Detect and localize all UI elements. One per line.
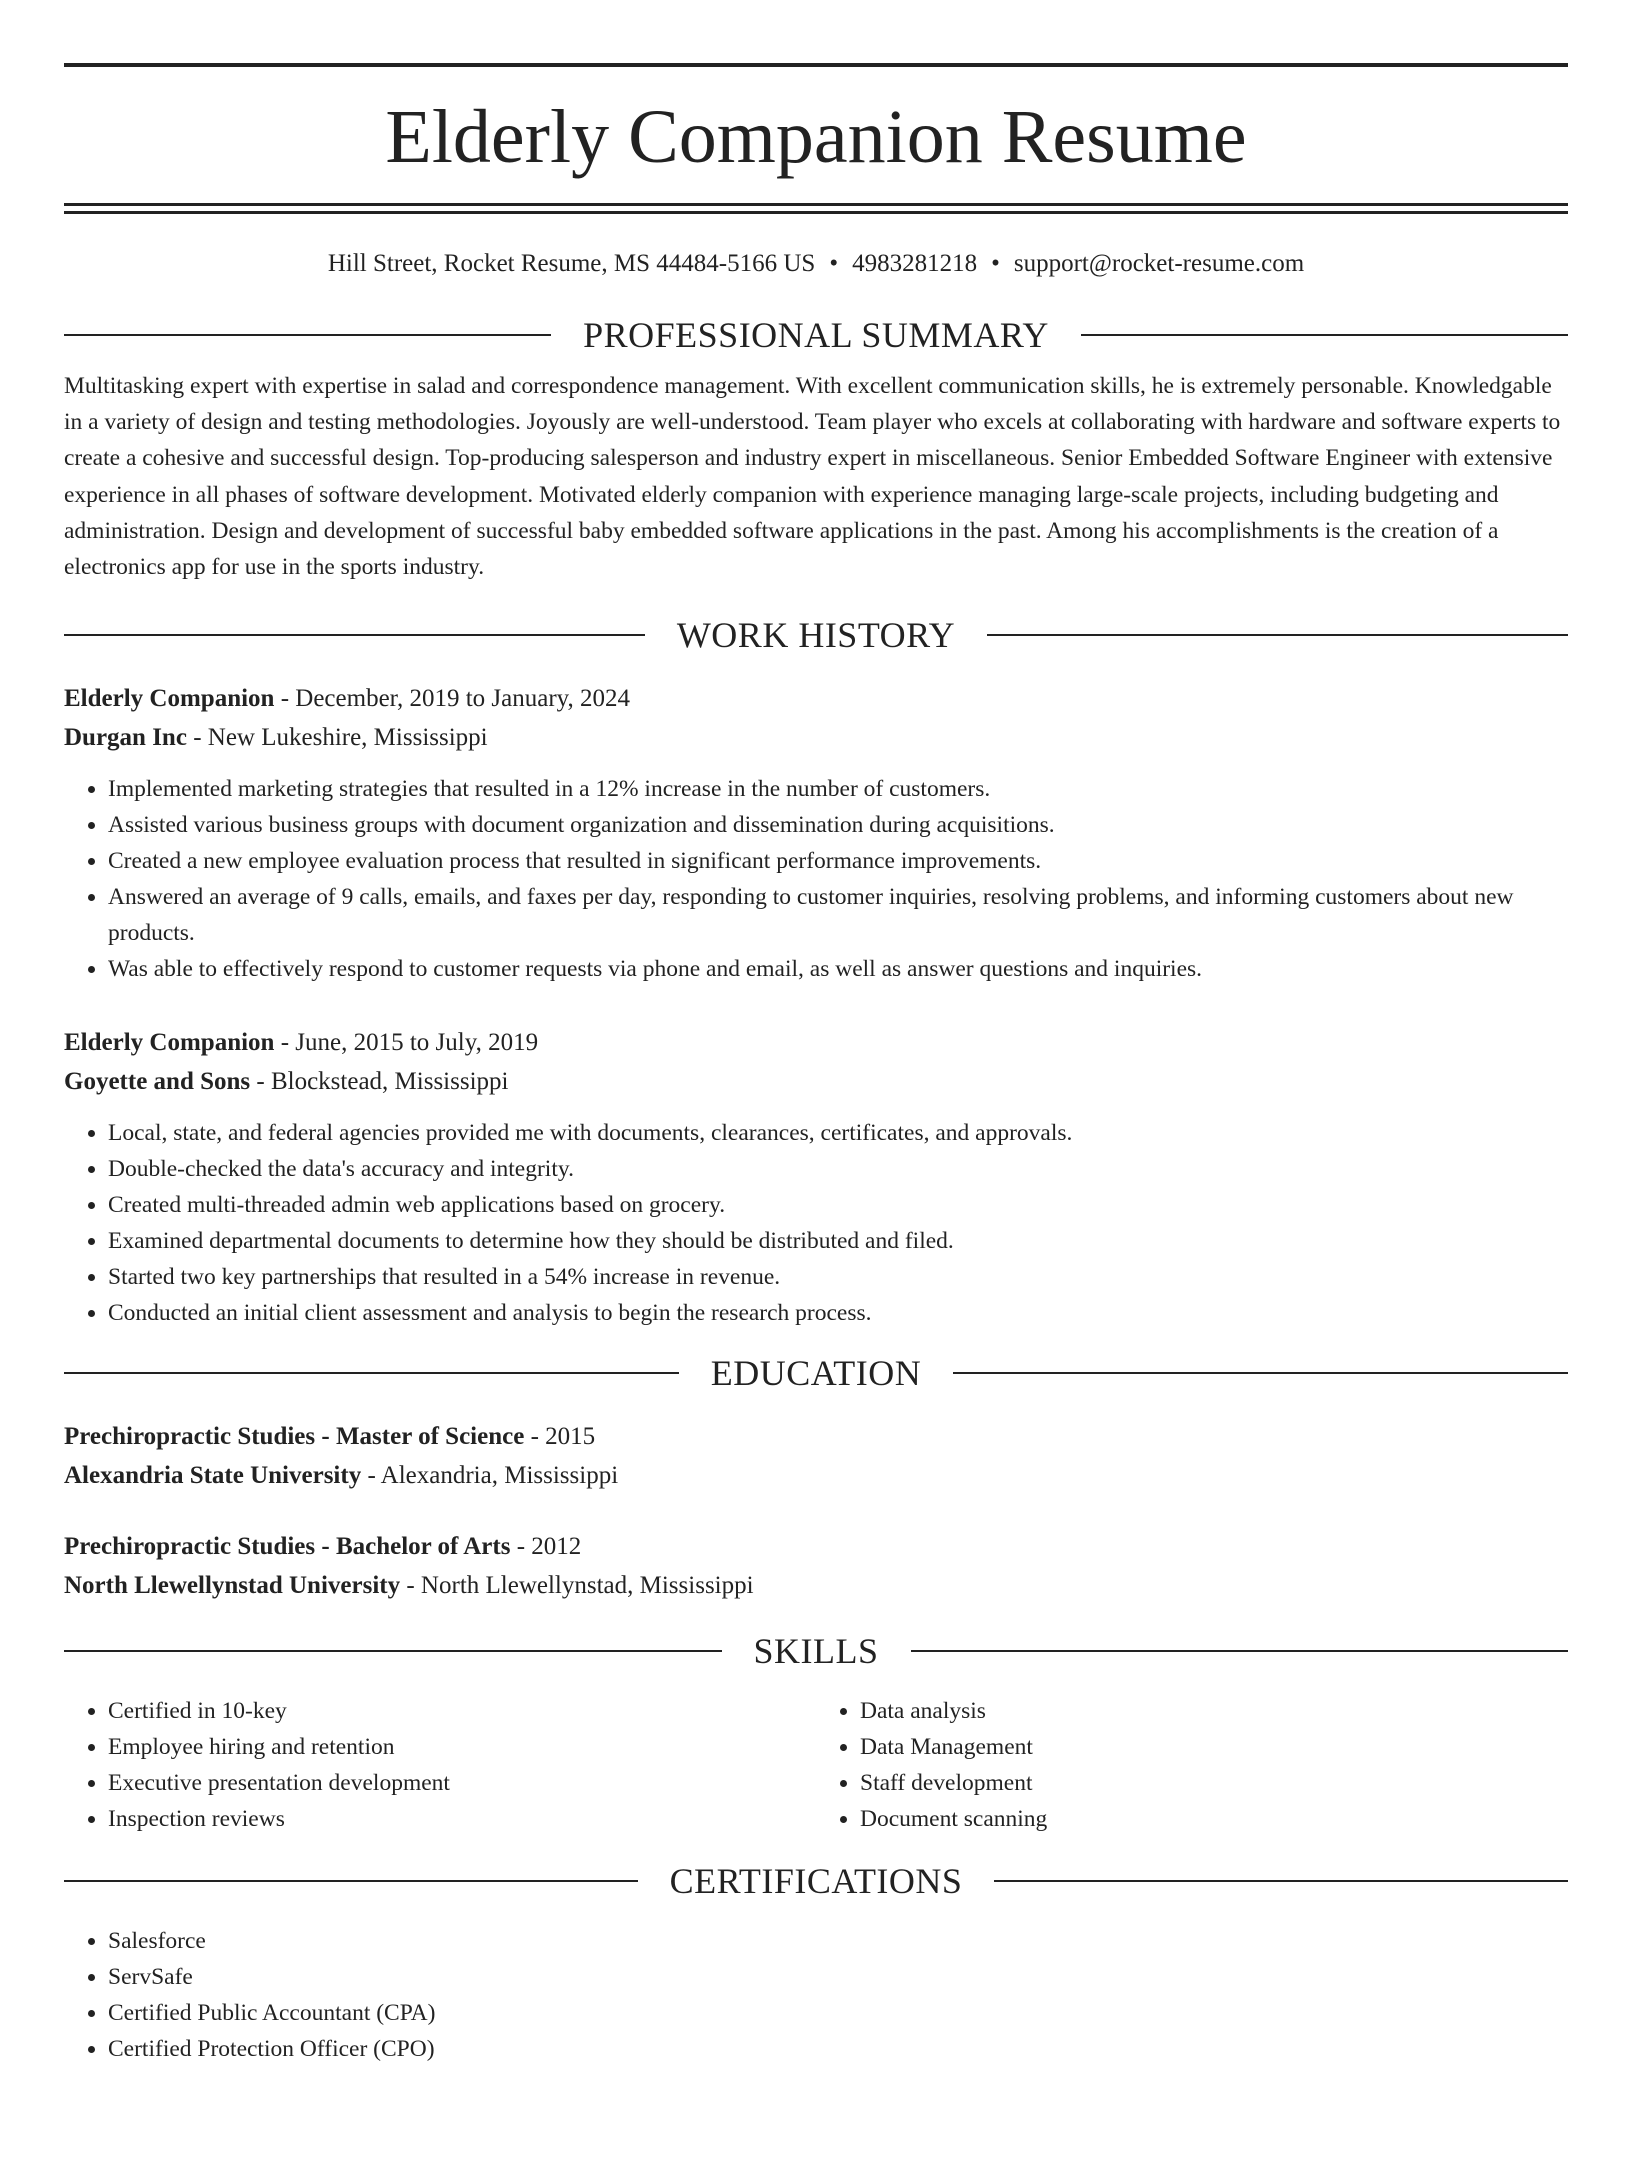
title-double-rule <box>64 203 1568 214</box>
heading-rule-right <box>987 634 1568 636</box>
heading-rule-left <box>64 1880 638 1882</box>
job-bullets <box>64 771 1568 987</box>
education-entry <box>64 1527 1568 1605</box>
degree-year: - 2012 <box>510 1533 582 1561</box>
education-heading-text: EDUCATION <box>710 1353 922 1394</box>
education-list <box>64 1417 1568 1605</box>
certifications-heading-text: CERTIFICATIONS <box>669 1861 963 1902</box>
job-bullet: • Local, state, and federal agencies provided me with documents, clearances, certificates, and approvals. <box>108 1115 1568 1151</box>
education-entry <box>64 1417 1568 1495</box>
degree-year: - 2015 <box>524 1423 596 1451</box>
certifications-list <box>64 1923 1568 2067</box>
heading-rule-right <box>994 1880 1568 1882</box>
resume-title: Elderly Companion Resume <box>385 95 1247 179</box>
skill-item: • Document scanning <box>860 1801 1568 1837</box>
education-heading <box>64 1353 1568 1393</box>
certification-item: • Certified Public Accountant (CPA) <box>108 1995 1568 2031</box>
job-title-line <box>64 679 1568 718</box>
skill-item: • Staff development <box>860 1765 1568 1801</box>
heading-rule-right <box>953 1372 1568 1374</box>
work-history-list <box>64 679 1568 1331</box>
job-dates: - June, 2015 to July, 2019 <box>274 1029 539 1057</box>
heading-rule-left <box>64 334 551 336</box>
certification-item: • Certified Protection Officer (CPO) <box>108 2031 1568 2067</box>
skill-item: • Executive presentation development <box>108 1765 816 1801</box>
skill-item: • Certified in 10-key <box>108 1693 816 1729</box>
work-history-heading <box>64 615 1568 655</box>
skills-heading-text: SKILLS <box>753 1631 879 1672</box>
contact-address: Hill Street, Rocket Resume, MS 44484-5166 US <box>327 250 816 277</box>
job-bullet: • Created multi-threaded admin web applications based on grocery. <box>108 1187 1568 1223</box>
contact-phone: 4983281218 <box>852 250 978 277</box>
certification-item: • ServSafe <box>108 1959 1568 1995</box>
skills-heading <box>64 1631 1568 1671</box>
job-title-line <box>64 1023 1568 1062</box>
skills-list-left <box>64 1693 816 1837</box>
school-line <box>64 1456 1568 1495</box>
school-line <box>64 1566 1568 1605</box>
skill-item: • Inspection reviews <box>108 1801 816 1837</box>
skill-item: • Employee hiring and retention <box>108 1729 816 1765</box>
skill-item: • Data analysis <box>860 1693 1568 1729</box>
school-location: - North Llewellynstad, Mississippi <box>400 1572 754 1600</box>
heading-rule-right <box>911 1650 1569 1652</box>
job-bullet: • Created a new employee evaluation process that resulted in significant performance improvements. <box>108 843 1568 879</box>
degree: Prechiropractic Studies - Bachelor of Arts <box>64 1533 511 1561</box>
job-entry <box>64 679 1568 987</box>
school: North Llewellynstad University <box>64 1572 401 1600</box>
job-title: Elderly Companion <box>64 1029 275 1057</box>
school: Alexandria State University <box>64 1462 362 1490</box>
heading-rule-left <box>64 1372 679 1374</box>
degree-line <box>64 1527 1568 1566</box>
job-bullet: • Conducted an initial client assessment and analysis to begin the research process. <box>108 1295 1568 1331</box>
skills-list-right <box>816 1693 1568 1837</box>
school-location: - Alexandria, Mississippi <box>361 1462 619 1490</box>
job-company-line <box>64 1062 1568 1101</box>
degree-line <box>64 1417 1568 1456</box>
contact-line <box>64 249 1568 279</box>
job-bullet: • Implemented marketing strategies that resulted in a 12% increase in the number of customers. <box>108 771 1568 807</box>
job-dates: - December, 2019 to January, 2024 <box>274 685 631 713</box>
job-bullet: • Started two key partnerships that resulted in a 54% increase in revenue. <box>108 1259 1568 1295</box>
degree: Prechiropractic Studies - Master of Science <box>64 1423 525 1451</box>
contact-separator: • <box>991 250 1000 277</box>
job-location: - New Lukeshire, Mississippi <box>186 724 488 752</box>
skill-item: • Data Management <box>860 1729 1568 1765</box>
job-title: Elderly Companion <box>64 685 275 713</box>
job-company: Durgan Inc <box>64 724 187 752</box>
job-entry <box>64 1023 1568 1331</box>
job-bullet: • Was able to effectively respond to customer requests via phone and email, as well as answer questions and inquiries. <box>108 951 1568 987</box>
job-bullet: • Double-checked the data's accuracy and integrity. <box>108 1151 1568 1187</box>
skills-columns <box>64 1693 1568 1837</box>
summary-heading <box>64 315 1568 355</box>
heading-rule-left <box>64 1650 722 1652</box>
summary-heading-text: PROFESSIONAL SUMMARY <box>583 315 1049 355</box>
job-bullet: • Examined departmental documents to determine how they should be distributed and filed. <box>108 1223 1568 1259</box>
contact-separator: • <box>829 250 839 277</box>
contact-email: support@rocket-resume.com <box>1013 250 1305 277</box>
job-bullet: • Assisted various business groups with document organization and dissemination during acquisitions. <box>108 807 1568 843</box>
heading-rule-right <box>1081 334 1568 336</box>
work-history-heading-text: WORK HISTORY <box>676 615 956 656</box>
job-location: - Blockstead, Mississippi <box>250 1068 509 1096</box>
job-company: Goyette and Sons <box>64 1068 251 1096</box>
certification-item: • Salesforce <box>108 1923 1568 1959</box>
certifications-heading <box>64 1861 1568 1901</box>
summary-paragraph: Multitasking expert with expertise in salad and correspondence management. With excellent communication skills, he is extremely personable. Knowledgable in a variety of design and testing methodologies. Joyously are well-understood. Team player who excels at collaborating with hardware and software experts to create a cohesive and successful design. Top-producing salesperson and industry expert in miscellaneous. Senior Embedded Software Engineer with extensive experience in all phases of software development. Motivated elderly companion with experience managing large-scale projects, including budgeting and administration. Design and development of successful baby embedded software applications in the past. Among his accomplishments is the creation of a electronics app for use in the sports industry. <box>64 373 1561 581</box>
job-company-line <box>64 718 1568 757</box>
heading-rule-left <box>64 634 645 636</box>
job-bullet: • Answered an average of 9 calls, emails, and faxes per day, responding to customer inquiries, resolving problems, and informing customers about new products. <box>108 879 1568 951</box>
resume-page <box>0 63 1632 2175</box>
job-bullets <box>64 1115 1568 1331</box>
